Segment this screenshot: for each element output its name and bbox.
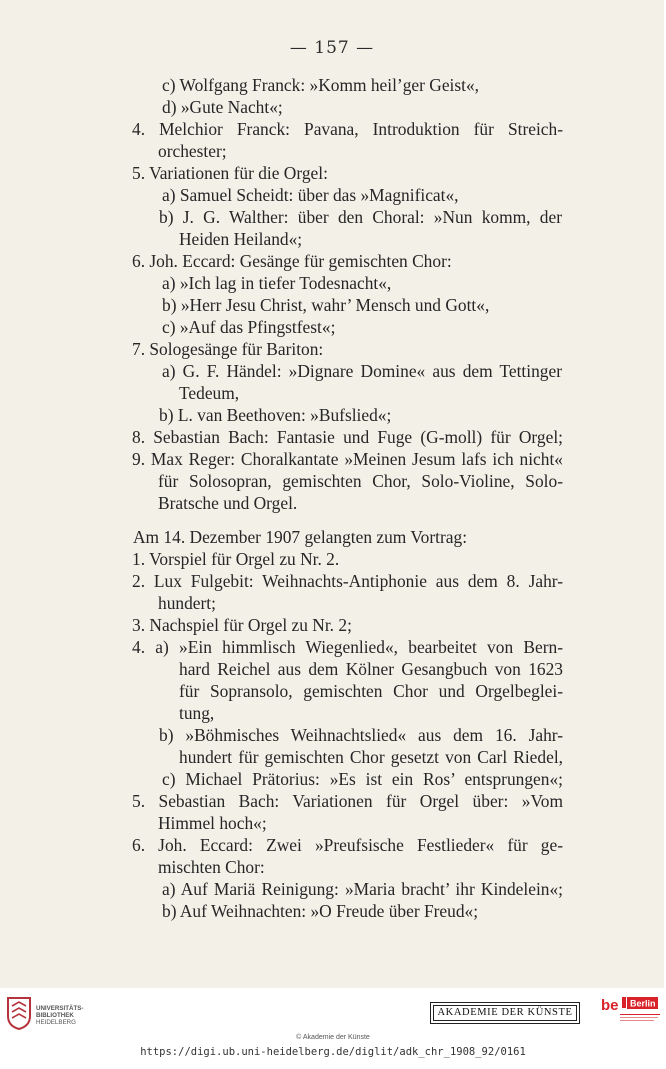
- text-line: c) Wolfgang Franck: »Komm heil’ger Geist«,: [162, 75, 480, 95]
- text-line: Tedeum,: [179, 383, 240, 403]
- text-line: für Sopransolo, gemischten Chor und Orgelbeglei-: [179, 681, 563, 701]
- permalink-url[interactable]: https://digi.ub.uni-heidelberg.de/diglit/adk_chr_1908_92/0161: [140, 1046, 526, 1058]
- page-number: — 157 —: [289, 38, 375, 58]
- text-line: d) »Gute Nacht«;: [162, 97, 283, 117]
- text-line: b) »Herr Jesu Christ, wahr’ Mensch und Gott«,: [162, 295, 490, 315]
- text-line: orchester;: [158, 141, 227, 161]
- text-line: a) »Ich lag in tiefer Todesnacht«,: [162, 273, 392, 293]
- text-line: tung,: [179, 703, 215, 723]
- text-line: 4. Melchior Franck: Pavana, Introduktion für Streich-: [132, 119, 563, 139]
- heidelberg-library-logo[interactable]: [6, 996, 96, 1032]
- text-line: b) J. G. Walther: über den Choral: »Nun komm, der: [159, 207, 562, 227]
- text-line: 9. Max Reger: Choralkantate »Meinen Jesum lafs ich nicht«: [132, 449, 563, 469]
- text-line: 8. Sebastian Bach: Fantasie und Fuge (G-moll) für Orgel;: [132, 427, 563, 447]
- text-line: 7. Sologesänge für Bariton:: [132, 339, 324, 359]
- text-line: 6. Joh. Eccard: Zwei »Preufsische Festlieder« für ge-: [132, 835, 563, 855]
- text-line: 1. Vorspiel für Orgel zu Nr. 2.: [132, 549, 340, 569]
- text-line: hundert für gemischten Chor gesetzt von Carl Riedel,: [179, 747, 563, 767]
- text-line: b) L. van Beethoven: »Bufslied«;: [159, 405, 392, 425]
- akademie-der-kuenste-logo[interactable]: [430, 1002, 580, 1024]
- copyright-notice: © Akademie der Künste: [296, 1034, 370, 1041]
- be-berlin-logo[interactable]: [600, 994, 660, 1034]
- text-line: Heiden Heiland«;: [179, 229, 303, 249]
- text-line: 6. Joh. Eccard: Gesänge für gemischten Chor:: [132, 251, 452, 271]
- text-line: a) Samuel Scheidt: über das »Magnificat«,: [162, 185, 459, 205]
- text-line: a) G. F. Händel: »Dignare Domine« aus dem Tettinger: [162, 361, 562, 381]
- section-heading: Am 14. Dezember 1907 gelangten zum Vortrag:: [133, 527, 468, 547]
- text-line: 2. Lux Fulgebit: Weihnachts-Antiphonie aus dem 8. Jahr-: [132, 571, 563, 591]
- text-line: 4. a) »Ein himmlisch Wiegenlied«, bearbeitet von Bern-: [132, 637, 563, 657]
- text-line: 5. Sebastian Bach: Variationen für Orgel über: »Vom: [132, 791, 563, 811]
- text-line: b) Auf Weihnachten: »O Freude über Freud«;: [162, 901, 479, 921]
- text-line: c) Michael Prätorius: »Es ist ein Ros’ entsprungen«;: [162, 769, 563, 789]
- text-line: a) Auf Mariä Reinigung: »Maria bracht’ ihr Kindelein«;: [162, 879, 563, 899]
- text-line: hundert;: [158, 593, 216, 613]
- be-berlin-icon: [600, 994, 660, 1034]
- library-shield-icon: [6, 996, 32, 1030]
- svg-text:be: be: [601, 997, 619, 1014]
- ub-logo-line: UNIVERSITÄTS-: [36, 1005, 84, 1012]
- text-line: hard Reichel aus dem Kölner Gesangbuch von 1623: [179, 659, 563, 679]
- text-line: 3. Nachspiel für Orgel zu Nr. 2;: [132, 615, 352, 635]
- adk-logo-text: AKADEMIE DER KÜNSTE: [433, 1005, 577, 1021]
- text-line: c) »Auf das Pfingstfest«;: [162, 317, 336, 337]
- text-line: b) »Böhmisches Weihnachtslied« aus dem 16. Jahr-: [159, 725, 563, 745]
- text-line: für Solosopran, gemischten Chor, Solo-Violine, Solo-: [158, 471, 563, 491]
- ub-logo-line: HEIDELBERG: [36, 1019, 76, 1026]
- viewer-footer: [0, 988, 666, 1069]
- text-line: mischten Chor:: [158, 857, 265, 877]
- ub-logo-line: BIBLIOTHEK: [36, 1012, 74, 1019]
- text-line: Bratsche und Orgel.: [158, 493, 298, 513]
- text-line: 5. Variationen für die Orgel:: [132, 163, 328, 183]
- text-line: Himmel hoch«;: [158, 813, 267, 833]
- svg-text:Berlin: Berlin: [630, 998, 656, 1009]
